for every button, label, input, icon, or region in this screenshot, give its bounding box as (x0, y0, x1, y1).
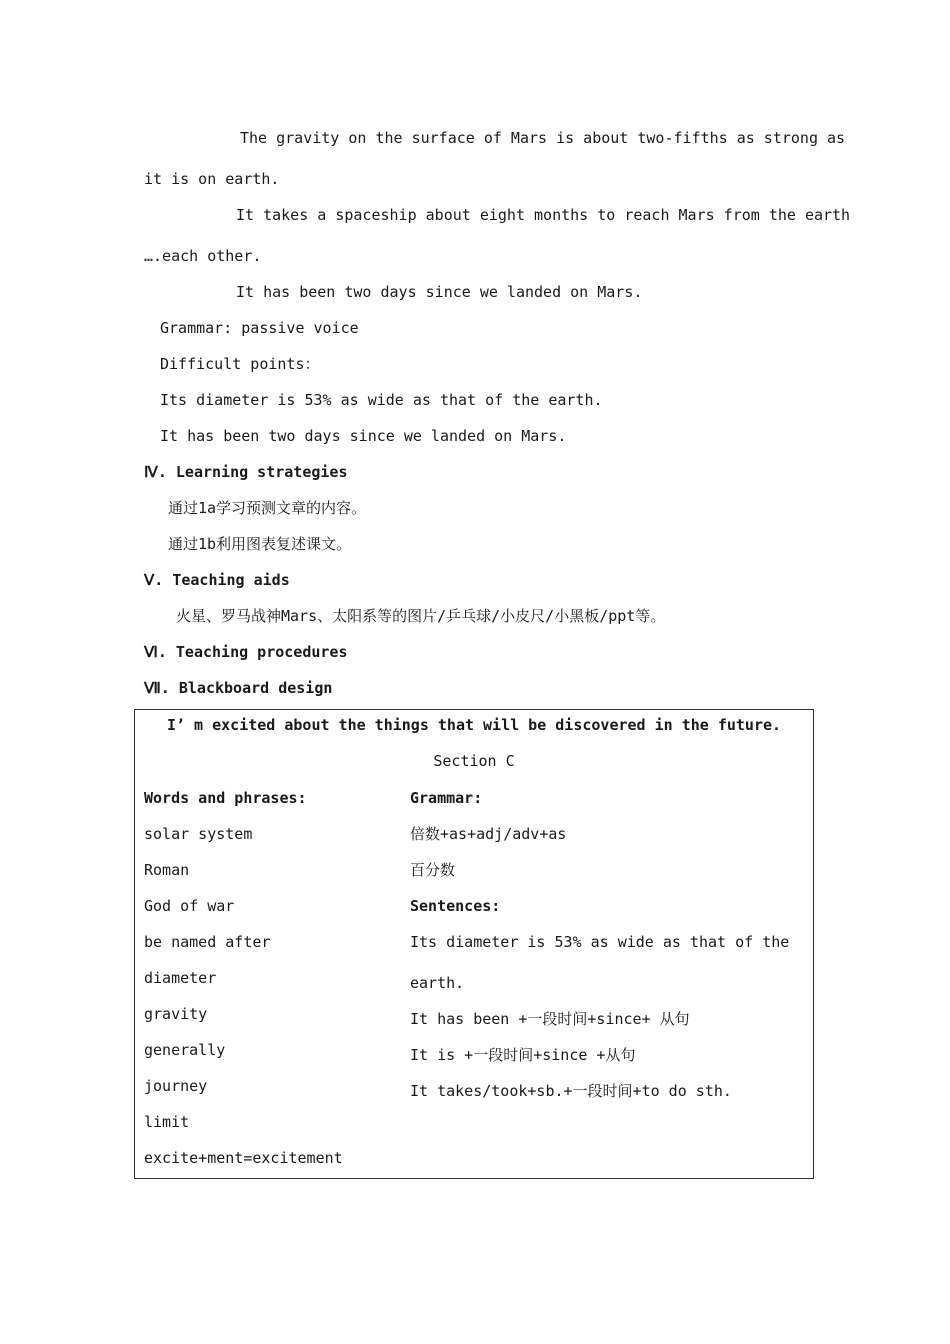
strategy-item: 通过1a学习预测文章的内容。 (168, 499, 367, 517)
word-item: excite+ment=excitement (144, 1149, 343, 1167)
blackboard-design-box (134, 709, 814, 1179)
intro-line-1a: The gravity on the surface of Mars is about two-fifths as strong as (240, 129, 846, 147)
intro-line-2a: It takes a spaceship about eight months to reach Mars from the earth (236, 206, 851, 224)
grammar-item: 百分数 (410, 861, 456, 879)
grammar-line: Grammar: passive voice (160, 319, 359, 337)
word-item: gravity (144, 1005, 208, 1023)
word-item: journey (144, 1077, 208, 1095)
intro-line-1b: it is on earth. (144, 170, 280, 188)
sentences-heading: Sentences: (410, 897, 501, 915)
grammar-item: 倍数+as+adj/adv+as (410, 825, 567, 843)
word-item: solar system (144, 825, 253, 843)
difficult-point-item: It has been two days since we landed on Mars. (160, 427, 567, 445)
word-item: Roman (144, 861, 190, 879)
board-subtitle: Section C (433, 752, 515, 770)
word-item: God of war (144, 897, 235, 915)
grammar-heading: Grammar: (410, 789, 483, 807)
word-item: generally (144, 1041, 226, 1059)
strategy-item: 通过1b利用图表复述课文。 (168, 535, 352, 553)
section-heading-blackboard-design: Ⅶ. Blackboard design (144, 679, 333, 697)
board-title: I’ m excited about the things that will be discovered in the future. (166, 716, 782, 734)
intro-line-3: It has been two days since we landed on Mars. (236, 283, 643, 301)
sentence-item: It has been +一段时间+since+ 从句 (410, 1010, 690, 1028)
sentence-item: It is +一段时间+since +从句 (410, 1046, 636, 1064)
difficult-point-item: Its diameter is 53% as wide as that of the earth. (160, 391, 603, 409)
sentence-item: Its diameter is 53% as wide as that of the (410, 933, 790, 951)
teaching-aids-item: 火星、罗马战神Mars、太阳系等的图片/乒乓球/小皮尺/小黑板/ppt等。 (176, 607, 666, 625)
words-heading: Words and phrases: (144, 789, 307, 807)
word-item: be named after (144, 933, 271, 951)
section-heading-teaching-procedures: Ⅵ. Teaching procedures (144, 643, 348, 661)
word-item: diameter (144, 969, 217, 987)
sentence-item-continued: earth. (410, 974, 465, 992)
word-item: limit (144, 1113, 190, 1131)
difficult-points-label: Difficult points： (160, 355, 320, 373)
sentence-item: It takes/took+sb.+一段时间+to do sth. (410, 1082, 732, 1100)
section-heading-learning-strategies: Ⅳ. Learning strategies (144, 463, 348, 481)
section-heading-teaching-aids: Ⅴ. Teaching aids (144, 571, 290, 589)
intro-line-2b: ….each other. (144, 247, 262, 265)
